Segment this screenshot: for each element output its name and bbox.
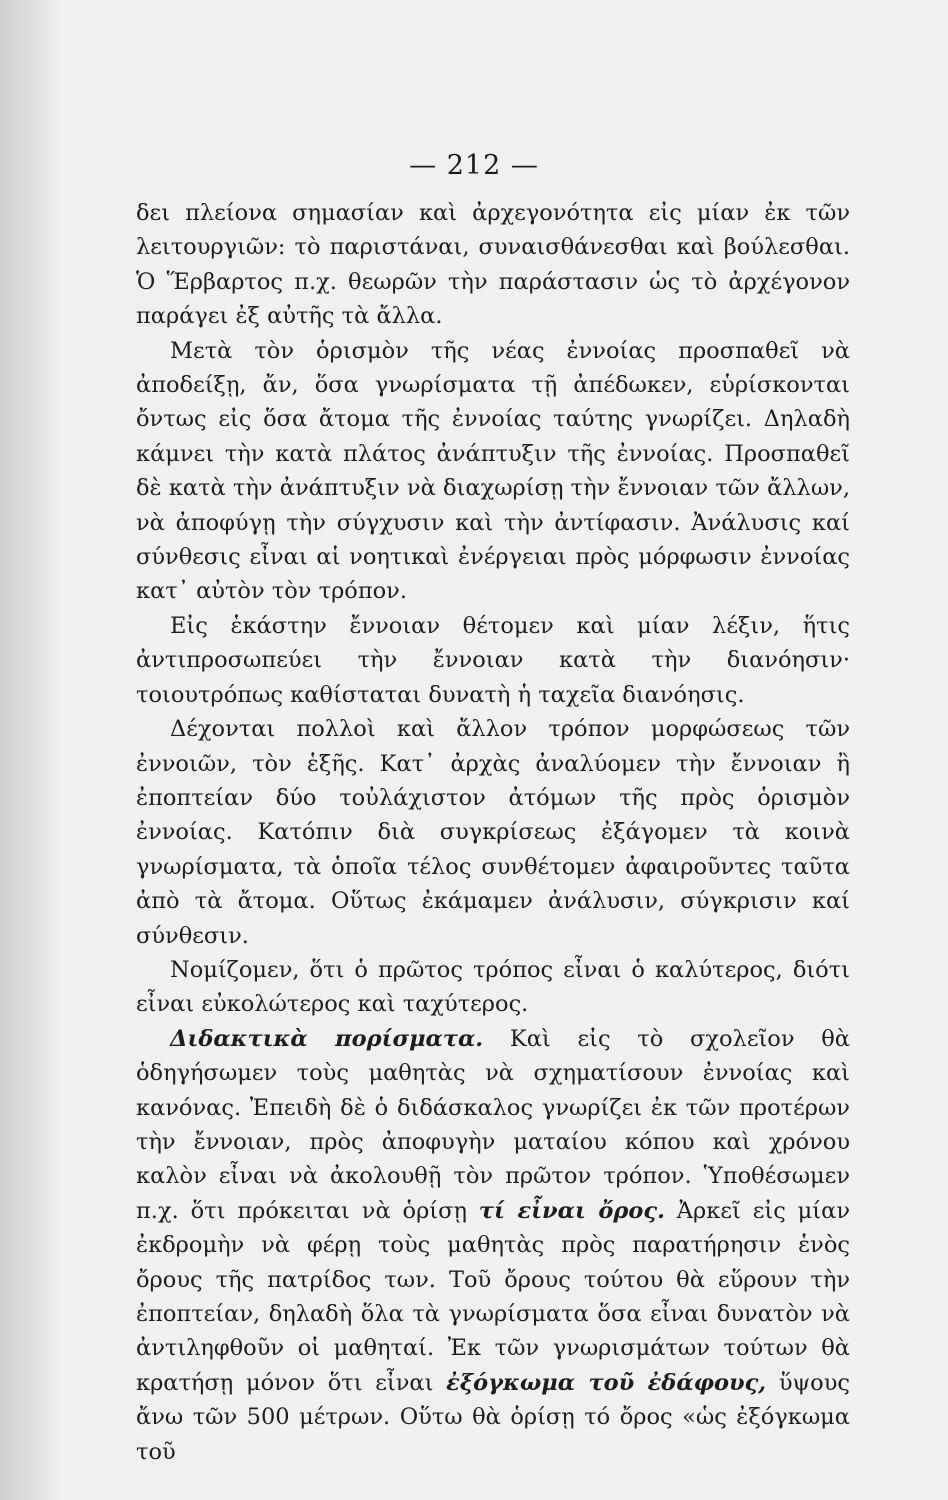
paragraph-2: Μετὰ τὸν ὁρισμὸν τῆς νέας ἐννοίας προσπαθεῖ νὰ ἀποδείξῃ, ἄν, ὅσα γνωρίσματα τῇ ἀπέδωκεν, εὑρίσκονται ὄντως εἰς ὅσα ἄτομα τῆς ἐννοίας ταύτης γνωρίζει. Δηλαδὴ κάμνει τὴν κατὰ πλάτος ἀνάπτυξιν τῆς ἐννοίας. Προσπαθεῖ δὲ κατὰ τὴν ἀνάπτυξιν νὰ διαχωρίσῃ τὴν ἔννοιαν τῶν ἄλλων, νὰ ἀποφύγῃ τὴν σύγχυσιν καὶ τὴν ἀντίφασιν. Ἀνάλυσις καί σύνθεσις εἶναι αἱ νοητικαὶ ἐνέργειαι πρὸς μόρφωσιν ἐννοίας κατ᾽ αὐτὸν τὸν τρόπον. bbox=[136, 337, 850, 605]
paragraph-6-part-2: Ἀρκεῖ εἰς μίαν ἐκδρομὴν νὰ φέρῃ τοὺς μαθητὰς πρὸς παρατήρησιν ἑνὸς ὄρους τῆς πατρίδος των. Τοῦ ὄρους τούτου θὰ εὕρουν τὴν ἐποπτείαν, δηλαδὴ ὅλα τὰ γνωρίσματα ὅσα εἶναι δυνατὸν νὰ ἀντιληφθοῦν οἱ μαθηταί. Ἐκ τῶν γνωρισμάτων τούτων θὰ κρατήσῃ μόνον ὅτι εἶναι bbox=[136, 1197, 850, 1396]
body-text bbox=[136, 196, 850, 1469]
emphasis-exogkoma: ἐξόγκωμα τοῦ ἐδάφους, bbox=[446, 1369, 767, 1396]
paragraph-5: Νομίζομεν, ὅτι ὁ πρῶτος τρόπος εἶναι ὁ καλύτερος, διότι εἶναι εὐκολώτερος καὶ ταχύτερος. bbox=[136, 956, 850, 1018]
emphasis-ti-einai-oros: τί εἶναι ὄρος. bbox=[478, 1197, 665, 1224]
page-number: — 212 — bbox=[409, 150, 539, 181]
section-heading: Διδακτικὰ πορίσματα. bbox=[170, 1025, 484, 1052]
paragraph-6-part-1: Καὶ εἰς τὸ σχολεῖον θὰ ὁδηγήσωμεν τοὺς μαθητὰς νὰ σχηματίσουν ἐννοίας καὶ κανόνας. Ἐπειδὴ δὲ ὁ διδάσκαλος γνωρίζει ἐκ τῶν προτέρων τὴν ἔννοιαν, πρὸς ἀποφυγὴν ματαίου κόπου καὶ χρόνου καλὸν εἶναι νὰ ἀκολουθῇ τὸν πρῶτον τρόπον. Ὑποθέσωμεν π.χ. ὅτι πρόκειται νὰ ὁρίσῃ bbox=[136, 1025, 851, 1224]
paragraph-6-part-3: ὕψους ἄνω τῶν 500 μέτρων. Οὕτω θὰ ὁρίσῃ τό ὄρος «ὡς ἐξόγκωμα τοῦ bbox=[136, 1369, 850, 1465]
paragraph-6 bbox=[136, 1022, 850, 1469]
paragraph-4: Δέχονται πολλοὶ καὶ ἄλλον τρόπον μορφώσεως τῶν ἐννοιῶν, τὸν ἑξῆς. Κατ᾽ ἀρχὰς ἀναλύομεν τὴν ἔννοιαν ἢ ἐποπτείαν δύο τοὐλάχιστον ἀτόμων τῆς πρὸς ὁρισμὸν ἐννοίας. Κατόπιν διὰ συγκρίσεως ἐξάγομεν τὰ κοινὰ γνωρίσματα, τὰ ὁποῖα τέλος συνθέτομεν ἀφαιροῦντες ταῦτα ἀπὸ τὰ ἄτομα. Οὕτως ἐκάμαμεν ἀνάλυσιν, σύγκρισιν καί σύνθεσιν. bbox=[136, 716, 850, 949]
paragraph-3: Εἰς ἑκάστην ἔννοιαν θέτομεν καὶ μίαν λέξιν, ἥτις ἀντιπροσωπεύει τὴν ἔννοιαν κατὰ τὴν διανόησιν· τοιουτρόπως καθίσταται δυνατὴ ἡ ταχεῖα διανόησις. bbox=[136, 612, 850, 708]
page-edge-shadow bbox=[0, 0, 60, 1500]
paragraph-1: δει πλείονα σημασίαν καὶ ἀρχεγονότητα εἰς μίαν ἐκ τῶν λειτουργιῶν: τὸ παριστάναι, συναισθάνεσθαι καὶ βούλεσθαι. Ὁ Ἕρβαρτος π.χ. θεωρῶν τὴν παράστασιν ὡς τὸ ἀρχέγονον παράγει ἐξ αὐτῆς τὰ ἄλλα. bbox=[136, 200, 850, 330]
